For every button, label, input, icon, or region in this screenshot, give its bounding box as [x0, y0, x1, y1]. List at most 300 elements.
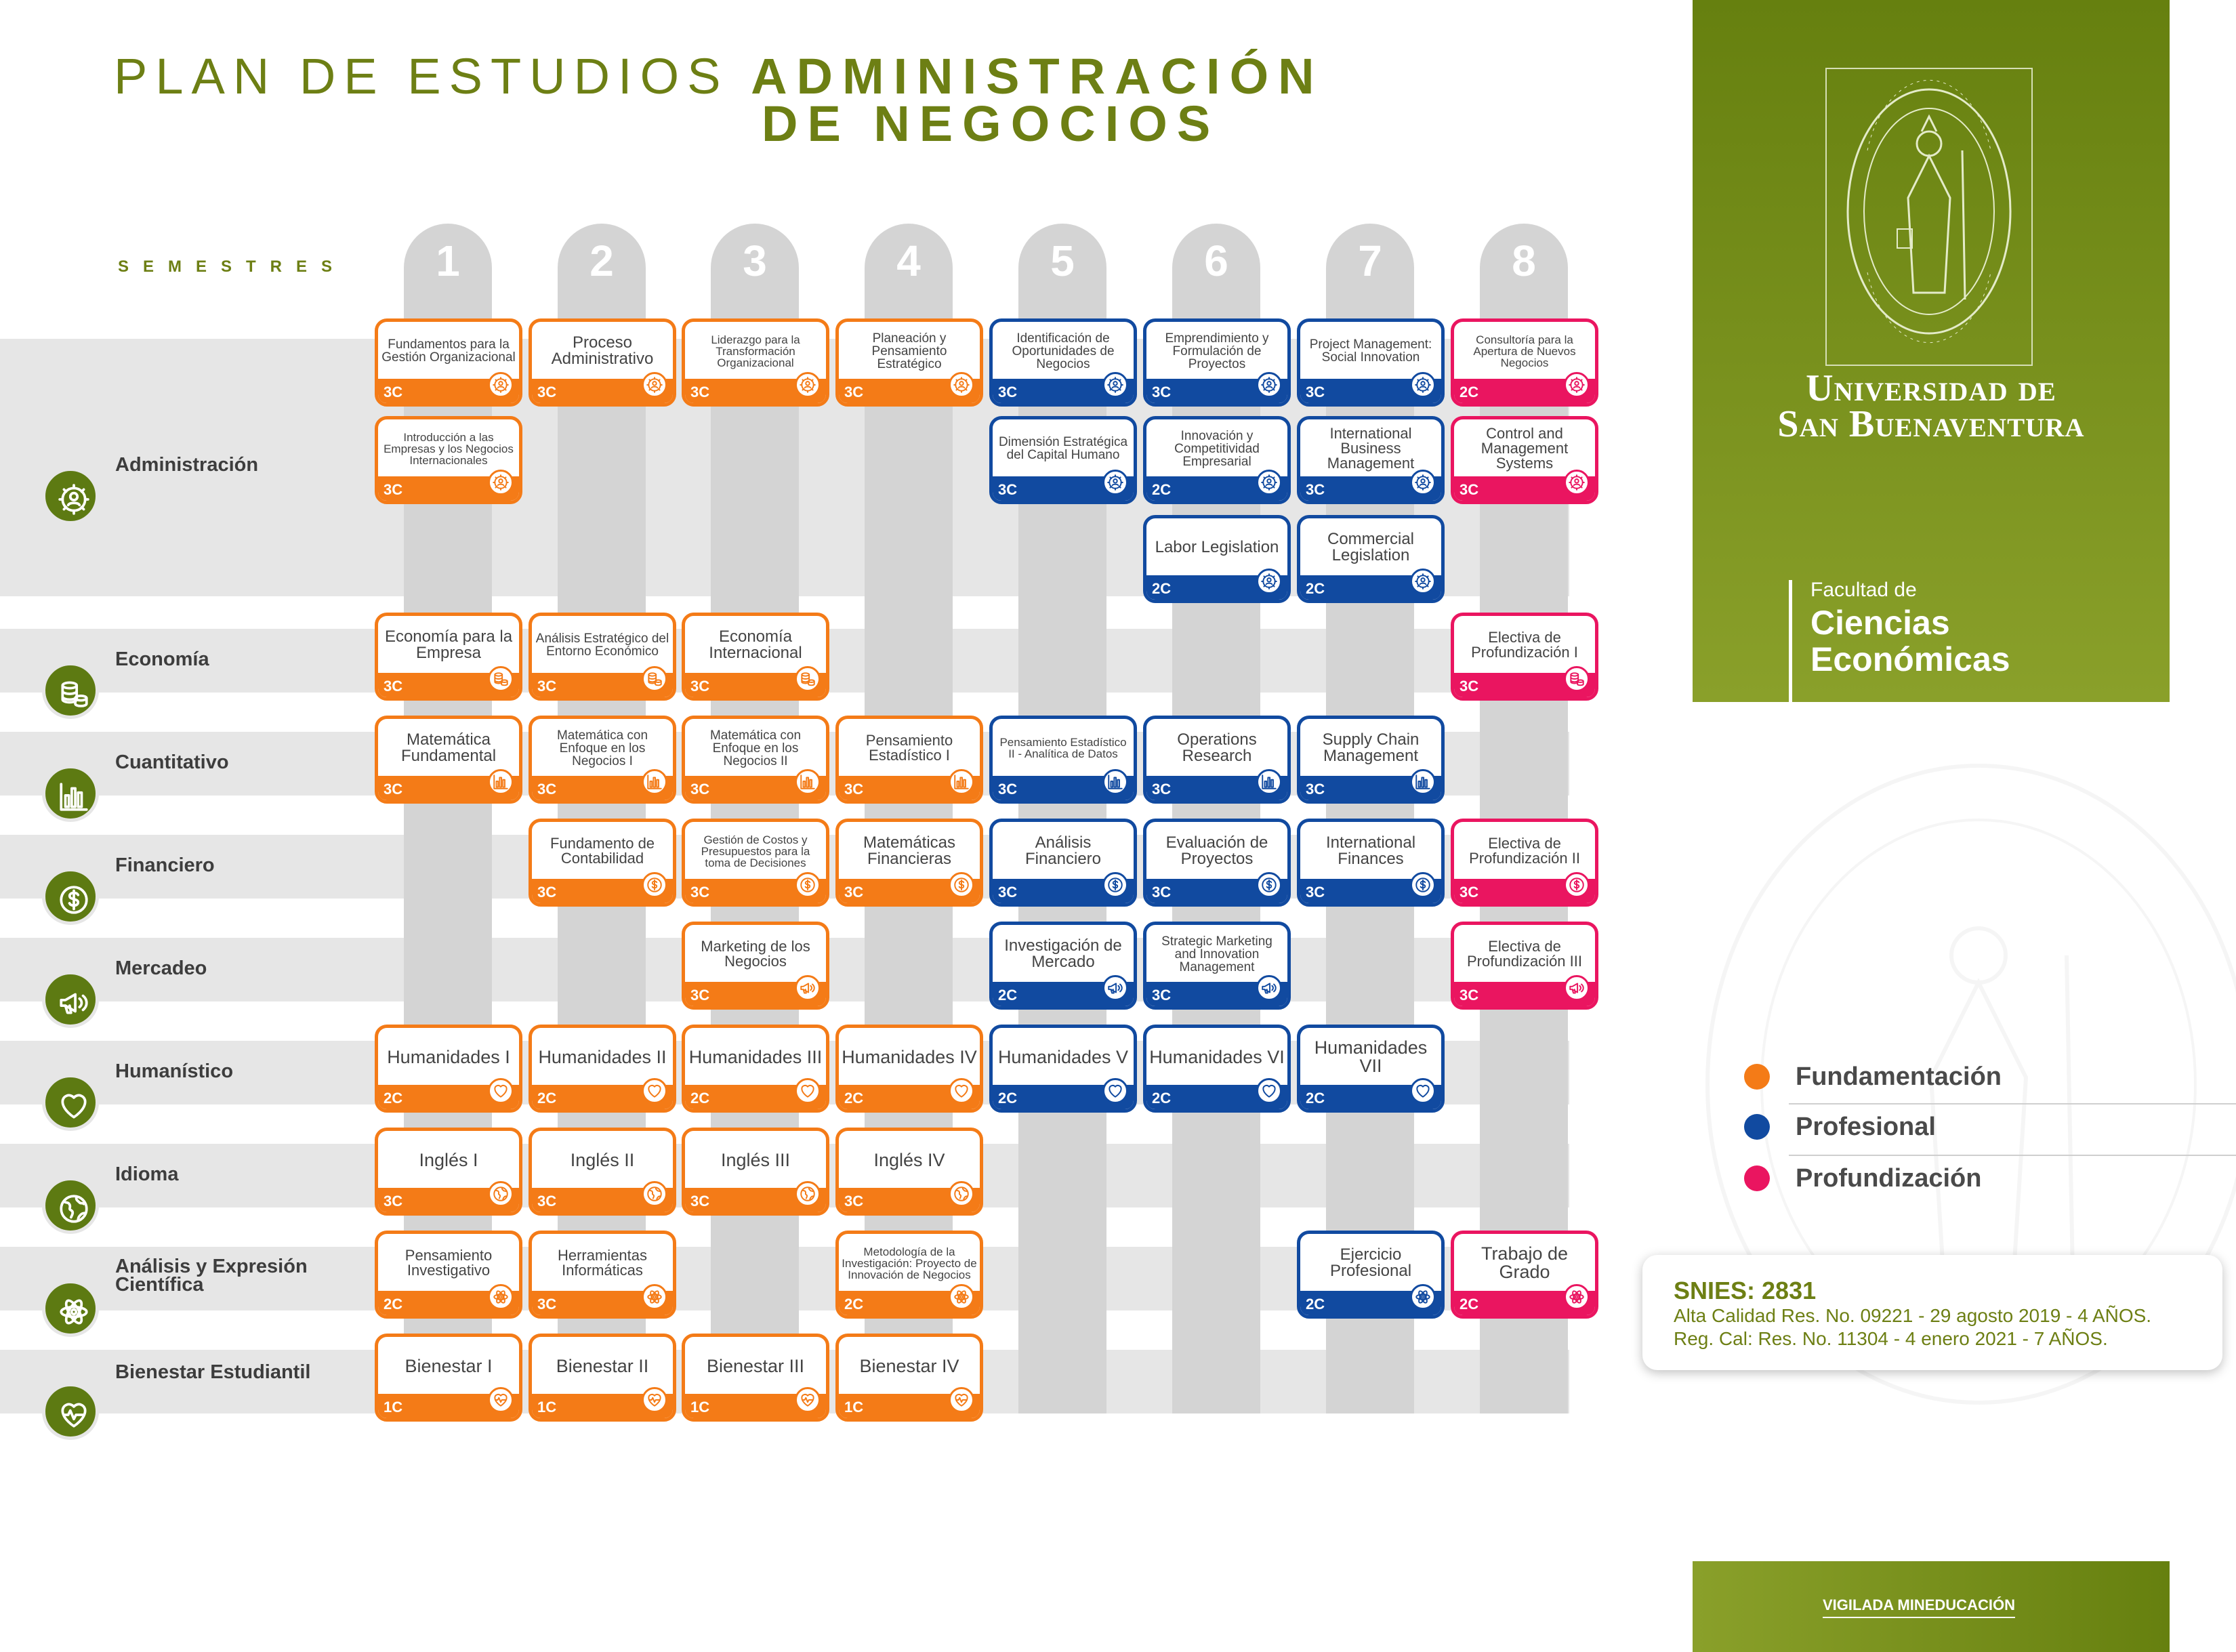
- area-label: Economía: [115, 648, 209, 670]
- course-icon-badge: [488, 1181, 514, 1207]
- course-card[interactable]: [1297, 515, 1445, 603]
- faculty-name-line2: Económicas: [1810, 640, 2010, 678]
- course-card[interactable]: [529, 318, 676, 407]
- bar-chart-icon: [492, 773, 510, 791]
- gear-person-icon: [1414, 376, 1432, 394]
- dollar-icon: [646, 876, 663, 894]
- seal-frame: [1825, 68, 2033, 366]
- course-icon-badge: [949, 372, 974, 398]
- course-card[interactable]: [375, 1128, 522, 1216]
- course-icon-badge: [1256, 975, 1282, 1001]
- course-icon-badge: [1256, 372, 1282, 398]
- area-label: Idioma: [115, 1163, 179, 1185]
- area-icon-2: [42, 662, 99, 719]
- credit-label: 3C: [844, 1193, 864, 1210]
- course-card[interactable]: [529, 716, 676, 804]
- credit-label: 3C: [384, 678, 403, 695]
- megaphone-icon: [1568, 979, 1586, 997]
- course-icon-badge: [642, 872, 667, 898]
- course-icon-badge: [949, 769, 974, 795]
- course-card[interactable]: [835, 1231, 983, 1319]
- course-title: Inglés II: [570, 1149, 635, 1170]
- megaphone-icon: [799, 979, 816, 997]
- area-icon-3: [42, 765, 99, 822]
- credit-label: 3C: [998, 781, 1018, 798]
- legend-label-profundizacion: Profundización: [1796, 1164, 1982, 1193]
- course-card[interactable]: [835, 1128, 983, 1216]
- course-icon-badge: [1564, 666, 1590, 692]
- bar-chart-icon: [799, 773, 816, 791]
- course-card[interactable]: [375, 416, 522, 504]
- area-label: Bienestar Estudiantil: [115, 1361, 311, 1383]
- credit-label: 3C: [384, 781, 403, 798]
- course-card[interactable]: [529, 1025, 676, 1113]
- credit-label: 3C: [844, 384, 864, 400]
- course-icon-badge: [642, 1387, 667, 1413]
- credit-label: 2C: [1152, 1090, 1172, 1107]
- gear-person-icon: [646, 376, 663, 394]
- dollar-icon: [953, 876, 970, 894]
- course-card[interactable]: [989, 716, 1137, 804]
- course-icon-badge: [1410, 1284, 1436, 1310]
- course-icon-badge: [642, 1078, 667, 1104]
- gear-person-icon: [1260, 376, 1278, 394]
- area-icon-5: [42, 971, 99, 1028]
- course-title: Electiva de Profundización II: [1469, 835, 1580, 867]
- credit-label: 3C: [690, 987, 710, 1004]
- course-title: Supply Chain Management: [1322, 730, 1420, 765]
- gear-person-icon: [1260, 474, 1278, 491]
- course-title: Identificación de Oportunidades de Negocios: [1012, 331, 1115, 371]
- course-card[interactable]: [1143, 1025, 1291, 1113]
- gear-person-icon: [799, 376, 816, 394]
- faculty-name-line1: Ciencias: [1810, 604, 1950, 642]
- course-title: Pensamiento Estadístico II - Analítica de Datos: [999, 736, 1127, 760]
- course-card[interactable]: [1451, 819, 1598, 907]
- course-icon-badge: [642, 372, 667, 398]
- credit-label: 3C: [690, 1193, 710, 1210]
- credit-label: 3C: [690, 678, 710, 695]
- course-card[interactable]: [1143, 318, 1291, 407]
- bar-chart-icon: [953, 773, 970, 791]
- university-name-line1: Universidad de: [1806, 367, 2056, 409]
- gear-person-icon: [1414, 573, 1432, 590]
- course-title: Electiva de Profundización I: [1471, 629, 1578, 661]
- credit-label: 2C: [1459, 1296, 1479, 1313]
- course-card[interactable]: [835, 819, 983, 907]
- course-icon-badge: [1256, 569, 1282, 594]
- course-card[interactable]: [835, 318, 983, 407]
- course-card[interactable]: [1297, 716, 1445, 804]
- course-card[interactable]: [835, 1025, 983, 1113]
- course-card[interactable]: [529, 1128, 676, 1216]
- course-title: Innovación y Competitividad Empresarial: [1174, 428, 1260, 469]
- course-card[interactable]: [682, 819, 829, 907]
- course-card[interactable]: [1297, 318, 1445, 407]
- heart-icon: [1260, 1082, 1278, 1100]
- course-title: Ejercicio Profesional: [1329, 1245, 1412, 1280]
- course-card[interactable]: [1297, 1231, 1445, 1319]
- credit-label: 3C: [1459, 987, 1479, 1004]
- heartbeat-icon: [799, 1391, 816, 1409]
- course-icon-badge: [795, 1078, 821, 1104]
- credit-label: 2C: [384, 1296, 403, 1313]
- credit-label: 1C: [384, 1399, 403, 1416]
- course-title: Economía Internacional: [709, 627, 802, 662]
- course-card[interactable]: [835, 716, 983, 804]
- atom-icon: [646, 1288, 663, 1306]
- course-icon-badge: [1102, 975, 1128, 1001]
- course-title: Inglés IV: [873, 1149, 945, 1170]
- course-card[interactable]: [1451, 922, 1598, 1010]
- course-title: Trabajo de Grado: [1481, 1243, 1569, 1282]
- course-title: Evaluación de Proyectos: [1165, 833, 1268, 868]
- faculty-divider: [1789, 580, 1792, 703]
- title-emphasis-line2: DE NEGOCIOS: [762, 96, 1220, 152]
- course-card[interactable]: [529, 1334, 676, 1422]
- course-card[interactable]: [529, 613, 676, 701]
- credit-label: 3C: [537, 678, 557, 695]
- semesters-label: SEMESTRES: [118, 257, 347, 276]
- legend-divider: [1789, 1103, 2236, 1104]
- course-title: Matemáticas Financieras: [863, 833, 956, 868]
- course-title: Dimensión Estratégica del Capital Humano: [998, 435, 1128, 462]
- course-icon-badge: [795, 1387, 821, 1413]
- credit-label: 3C: [1306, 884, 1325, 901]
- course-card[interactable]: [682, 613, 829, 701]
- gear-person-icon: [1414, 474, 1432, 491]
- coins-icon: [646, 670, 663, 688]
- credit-label: 3C: [1459, 481, 1479, 498]
- course-icon-badge: [949, 872, 974, 898]
- course-title: Análisis Estratégico del Entorno Económico: [535, 632, 669, 659]
- area-label: Cuantitativo: [115, 751, 229, 773]
- course-title: Fundamento de Contabilidad: [550, 835, 655, 867]
- megaphone-icon: [57, 986, 91, 1020]
- atom-icon: [953, 1288, 970, 1306]
- dollar-icon: [1106, 876, 1124, 894]
- course-icon-badge: [488, 666, 514, 692]
- gear-person-icon: [1106, 474, 1124, 491]
- course-card[interactable]: [1297, 819, 1445, 907]
- course-title: Bienestar IV: [859, 1355, 959, 1376]
- course-title: Humanidades III: [688, 1046, 823, 1067]
- gear-person-icon: [492, 376, 510, 394]
- course-title: Humanidades IV: [842, 1046, 977, 1067]
- course-title: International Business Management: [1327, 425, 1415, 472]
- heart-icon: [953, 1082, 970, 1100]
- area-icon-9: [42, 1383, 99, 1440]
- course-icon-badge: [1410, 569, 1436, 594]
- course-title: International Finances: [1325, 833, 1416, 868]
- course-card[interactable]: [375, 1231, 522, 1319]
- credit-label: 2C: [1459, 384, 1479, 400]
- credit-label: 2C: [844, 1090, 864, 1107]
- semester-number: 4: [896, 236, 921, 285]
- course-title: Bienestar II: [556, 1355, 649, 1376]
- course-icon-badge: [1102, 769, 1128, 795]
- area-label: Análisis y Expresión Científica: [115, 1256, 308, 1296]
- heart-icon: [492, 1082, 510, 1100]
- credit-label: 1C: [537, 1399, 557, 1416]
- bar-chart-icon: [646, 773, 663, 791]
- course-card[interactable]: [1451, 416, 1598, 504]
- course-title: Fundamentos para la Gestión Organizacional: [381, 337, 516, 365]
- course-icon-badge: [1256, 872, 1282, 898]
- coins-icon: [492, 670, 510, 688]
- course-card[interactable]: [1143, 416, 1291, 504]
- course-icon-badge: [642, 666, 667, 692]
- course-icon-badge: [795, 666, 821, 692]
- university-name-line2: San Buenaventura: [1777, 403, 2085, 445]
- course-title: Investigación de Mercado: [1004, 936, 1122, 971]
- course-title: Humanidades II: [538, 1046, 667, 1067]
- credit-label: 2C: [998, 987, 1018, 1004]
- credit-label: 3C: [998, 481, 1018, 498]
- semester-number: 3: [743, 236, 767, 285]
- area-label: Humanístico: [115, 1060, 234, 1082]
- snies-registration: Reg. Cal: Res. No. 11304 - 4 enero 2021 - 7 AÑOS.: [1674, 1328, 2108, 1349]
- course-card[interactable]: [682, 1334, 829, 1422]
- semester-number: 5: [1050, 236, 1075, 285]
- course-icon-badge: [795, 769, 821, 795]
- credit-label: 1C: [844, 1399, 864, 1416]
- course-card[interactable]: [989, 1025, 1137, 1113]
- course-card[interactable]: [1451, 613, 1598, 701]
- gear-person-icon: [1568, 474, 1586, 491]
- megaphone-icon: [1260, 979, 1278, 997]
- credit-label: 2C: [1152, 481, 1172, 498]
- course-card[interactable]: [529, 819, 676, 907]
- course-icon-badge: [795, 975, 821, 1001]
- course-card[interactable]: [989, 922, 1137, 1010]
- course-icon-badge: [1256, 769, 1282, 795]
- semester-number: 8: [1512, 236, 1536, 285]
- credit-label: 3C: [998, 384, 1018, 400]
- area-icon-8: [42, 1280, 99, 1337]
- credit-label: 1C: [690, 1399, 710, 1416]
- credit-label: 3C: [1152, 987, 1172, 1004]
- course-card[interactable]: [1143, 819, 1291, 907]
- course-title: Inglés I: [419, 1149, 478, 1170]
- course-title: Matemática Fundamental: [400, 730, 497, 765]
- credit-label: 3C: [384, 481, 403, 498]
- course-card[interactable]: [682, 716, 829, 804]
- course-icon-badge: [488, 372, 514, 398]
- dollar-icon: [57, 883, 91, 917]
- semester-number: 7: [1358, 236, 1382, 285]
- snies-accreditation: Alta Calidad Res. No. 09221 - 29 agosto 2019 - 4 AÑOS.: [1674, 1305, 2152, 1326]
- bar-chart-icon: [57, 780, 91, 814]
- course-title: Gestión de Costos y Presupuestos para la toma de Decisiones: [701, 833, 810, 869]
- bar-chart-icon: [1260, 773, 1278, 791]
- bar-chart-icon: [1414, 773, 1432, 791]
- course-icon-badge: [488, 470, 514, 495]
- credit-label: 3C: [1459, 884, 1479, 901]
- credit-label: 2C: [384, 1090, 403, 1107]
- dollar-icon: [1260, 876, 1278, 894]
- course-icon-badge: [949, 1078, 974, 1104]
- course-title: Análisis Financiero: [1024, 833, 1102, 868]
- course-icon-badge: [488, 1284, 514, 1310]
- course-icon-badge: [1410, 769, 1436, 795]
- course-icon-badge: [1410, 372, 1436, 398]
- course-title: Liderazgo para la Transformación Organizacional: [711, 333, 800, 369]
- credit-label: 2C: [537, 1090, 557, 1107]
- dollar-icon: [1414, 876, 1432, 894]
- credit-label: 3C: [1152, 384, 1172, 400]
- course-card[interactable]: [682, 922, 829, 1010]
- course-icon-badge: [1410, 470, 1436, 495]
- area-label: Financiero: [115, 854, 215, 876]
- area-icon-6: [42, 1074, 99, 1131]
- legend-dot-profesional: [1744, 1114, 1770, 1140]
- atom-icon: [1568, 1288, 1586, 1306]
- coins-icon: [57, 677, 91, 711]
- credit-label: 3C: [1152, 884, 1172, 901]
- credit-label: 3C: [844, 781, 864, 798]
- course-title: Strategic Marketing and Innovation Management: [1161, 934, 1272, 974]
- area-label: Administración: [115, 454, 259, 476]
- course-icon-badge: [1102, 372, 1128, 398]
- credit-label: 3C: [537, 1193, 557, 1210]
- atom-icon: [57, 1295, 91, 1329]
- gear-person-icon: [1568, 376, 1586, 394]
- faculty-prefix: Facultad de: [1810, 579, 1917, 601]
- semester-number: 6: [1204, 236, 1228, 285]
- course-icon-badge: [1410, 872, 1436, 898]
- heartbeat-icon: [646, 1391, 663, 1409]
- university-name: [1693, 367, 2170, 445]
- course-card[interactable]: [989, 318, 1137, 407]
- heartbeat-icon: [57, 1398, 91, 1432]
- course-title: Planeación y Pensamiento Estratégico: [871, 331, 947, 371]
- course-card[interactable]: [529, 1231, 676, 1319]
- heart-icon: [57, 1089, 91, 1123]
- course-icon-badge: [1564, 975, 1590, 1001]
- legend-divider: [1789, 1155, 2236, 1156]
- course-card[interactable]: [1451, 1231, 1598, 1319]
- credit-label: 2C: [844, 1296, 864, 1313]
- course-title: Labor Legislation: [1155, 538, 1279, 556]
- credit-label: 3C: [537, 1296, 557, 1313]
- area-icon-1: [42, 468, 99, 524]
- course-card[interactable]: [835, 1334, 983, 1422]
- course-title: Consultoría para la Apertura de Nuevos Negocios: [1473, 333, 1576, 369]
- course-card[interactable]: [375, 613, 522, 701]
- course-icon-badge: [795, 372, 821, 398]
- course-title: Electiva de Profundización III: [1467, 938, 1582, 970]
- course-card[interactable]: [1451, 318, 1598, 407]
- course-card[interactable]: [1143, 922, 1291, 1010]
- credit-label: 3C: [1306, 781, 1325, 798]
- course-icon-badge: [949, 1284, 974, 1310]
- course-icon-badge: [1564, 872, 1590, 898]
- course-title: Introducción a las Empresas y los Negocios Internacionales: [384, 430, 514, 467]
- credit-label: 3C: [844, 884, 864, 901]
- area-icon-7: [42, 1177, 99, 1234]
- credit-label: 2C: [1152, 580, 1172, 597]
- course-card[interactable]: [375, 1334, 522, 1422]
- course-card[interactable]: [1297, 1025, 1445, 1113]
- course-title: Bienestar I: [405, 1355, 493, 1376]
- credit-label: 3C: [690, 781, 710, 798]
- dollar-icon: [1568, 876, 1586, 894]
- course-card[interactable]: [682, 318, 829, 407]
- course-icon-badge: [1256, 1078, 1282, 1104]
- globe-icon: [57, 1192, 91, 1226]
- course-card[interactable]: [375, 716, 522, 804]
- bar-chart-icon: [1106, 773, 1124, 791]
- gear-person-icon: [1106, 376, 1124, 394]
- heart-icon: [646, 1082, 663, 1100]
- course-icon-badge: [1256, 470, 1282, 495]
- course-icon-badge: [642, 1181, 667, 1207]
- course-title: Project Management: Social Innovation: [1309, 337, 1432, 365]
- semester-number: 2: [589, 236, 614, 285]
- gear-person-icon: [953, 376, 970, 394]
- course-card[interactable]: [375, 1025, 522, 1113]
- credit-label: 3C: [998, 884, 1018, 901]
- course-title: Metodología de la Investigación: Proyecto de Innovación de Negocios: [842, 1245, 977, 1281]
- course-title: Matemática con Enfoque en los Negocios II: [709, 728, 802, 768]
- course-icon-badge: [642, 769, 667, 795]
- credit-label: 3C: [1152, 781, 1172, 798]
- legend-dot-fundamentacion: [1744, 1064, 1770, 1090]
- credit-label: 2C: [1306, 580, 1325, 597]
- course-icon-badge: [488, 1078, 514, 1104]
- credit-label: 2C: [998, 1090, 1018, 1107]
- credit-label: 3C: [1306, 481, 1325, 498]
- course-icon-badge: [642, 1284, 667, 1310]
- course-title: Pensamiento Estadístico I: [865, 732, 953, 764]
- course-title: Marketing de los Negocios: [701, 938, 810, 970]
- gear-person-icon: [1260, 573, 1278, 590]
- megaphone-icon: [1106, 979, 1124, 997]
- credit-label: 2C: [690, 1090, 710, 1107]
- credit-label: 3C: [1459, 678, 1479, 695]
- course-title: Proceso Administrativo: [551, 333, 654, 368]
- coins-icon: [799, 670, 816, 688]
- course-card[interactable]: [682, 1128, 829, 1216]
- course-card[interactable]: [989, 416, 1137, 504]
- course-card[interactable]: [682, 1025, 829, 1113]
- course-card[interactable]: [1143, 716, 1291, 804]
- heart-icon: [1414, 1082, 1432, 1100]
- area-icon-4: [42, 868, 99, 925]
- credit-label: 3C: [384, 1193, 403, 1210]
- legend-dot-profundizacion: [1744, 1165, 1770, 1191]
- heartbeat-icon: [953, 1391, 970, 1409]
- faculty-name: [1810, 604, 2010, 678]
- course-title: Humanidades I: [387, 1046, 510, 1067]
- course-icon-badge: [949, 1181, 974, 1207]
- course-title: Matemática con Enfoque en los Negocios I: [556, 728, 648, 768]
- legend-label-fundamentacion: Fundamentación: [1796, 1062, 2002, 1091]
- course-card[interactable]: [375, 318, 522, 407]
- atom-icon: [1414, 1288, 1432, 1306]
- seal-icon: [1827, 69, 2031, 365]
- course-card[interactable]: [989, 819, 1137, 907]
- course-card[interactable]: [1143, 515, 1291, 603]
- credit-label: 3C: [1306, 384, 1325, 400]
- course-title: Pensamiento Investigativo: [405, 1247, 493, 1279]
- course-icon-badge: [1410, 1078, 1436, 1104]
- course-card[interactable]: [1297, 416, 1445, 504]
- course-title: Control and Management Systems: [1481, 425, 1569, 472]
- credit-label: 3C: [537, 384, 557, 400]
- gear-person-icon: [492, 474, 510, 491]
